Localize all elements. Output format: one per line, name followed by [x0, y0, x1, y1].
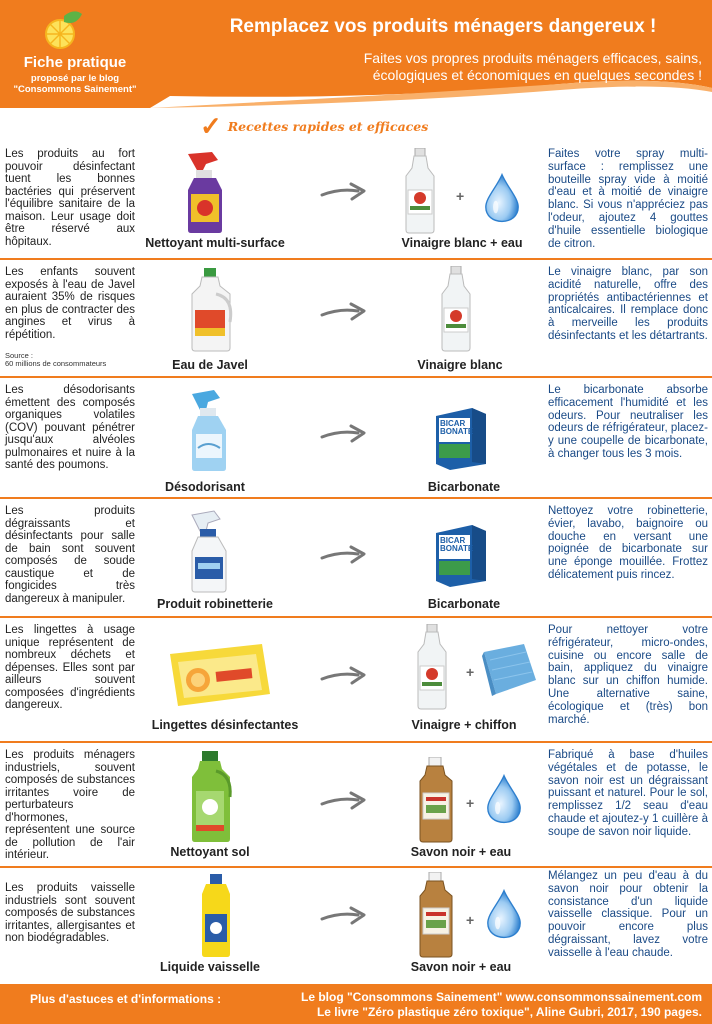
source-note-line-2: 60 millions de consommateurs	[5, 359, 107, 368]
plus-sign: +	[456, 188, 465, 204]
source-note	[5, 352, 106, 368]
bicarbonate-box-text	[440, 420, 473, 436]
alternative-label: Vinaigre + chiffon	[411, 718, 517, 732]
fiche-subtitle-line-1: proposé par le blog	[30, 73, 120, 84]
product-label: Produit robinetterie	[157, 597, 273, 611]
alternative-label: Bicarbonate	[427, 480, 501, 494]
product-label: Eau de Javel	[172, 358, 248, 372]
black-soap-bottle-icon	[414, 757, 458, 843]
footer-blog-link[interactable]: Le blog "Consommons Sainement" www.consommonssainement.com	[301, 990, 702, 1004]
row-left-text: Les désodorisants émettent des composés organiques volatiles (COV) pouvant pénétrer jusqu'aux alvéoles pulmonaires et nuire à la santé des poumons.	[5, 384, 135, 471]
row-right-text: Mélangez un peu d'eau à du savon noir pour obtenir la consistance d'un liquide vaisselle classique. Pour un pouvoir encore plus dégraissant, lavez votre vaisselle à l'eau chaude.	[548, 870, 708, 959]
fiche-subtitle-line-2: "Consommons Sainement"	[13, 84, 137, 95]
source-note-line-1: Source :	[5, 351, 33, 360]
wipes-pack-icon	[164, 642, 274, 713]
alternative-label: Vinaigre blanc	[417, 358, 503, 372]
plus-sign: +	[466, 664, 475, 680]
spray-bottle-icon	[182, 150, 230, 239]
cloth-icon	[480, 642, 538, 701]
arrow-icon	[318, 543, 368, 567]
row-left-text: Les produits au fort pouvoir désinfectant tuent les bonnes bactéries qui préservent l'équilibre sanitaire de la maison. Leur usage doit être réservé aux hôpitaux.	[5, 148, 135, 248]
bicarbonate-box-text-line-1: BICAR	[440, 536, 466, 545]
footer-book-info: Le livre "Zéro plastique zéro toxique", Aline Gubri, 2017, 190 pages.	[316, 1005, 702, 1019]
air-freshener-spray-icon	[186, 386, 236, 477]
page-subtitle	[250, 50, 702, 84]
alternative-label: Savon noir + eau	[410, 960, 512, 974]
row-left-text: Les enfants souvent exposés à l'eau de Javel auraient 35% de risques en plus de contracter des angines et virus à répétition.	[5, 266, 135, 341]
page-subtitle-line-1: Faites vos propres produits ménagers efficaces, sains,	[363, 50, 702, 66]
row-right-text: Le vinaigre blanc, par son acidité naturelle, offre des propriétés antibactériennes et anticalcaires. Il remplace donc à merveille les produits désinfectants et les détartrants.	[548, 266, 708, 342]
bicarbonate-box-text	[440, 537, 473, 553]
fiche-subtitle	[0, 73, 150, 95]
recipe-tag	[200, 112, 428, 140]
recipe-tag-label: Recettes rapides et efficaces	[227, 118, 429, 134]
floor-cleaner-bottle-icon	[186, 751, 236, 848]
bicarbonate-box-text-line-2: BONATE	[440, 544, 474, 553]
alternative-label: Vinaigre blanc + eau	[401, 236, 523, 250]
page-subtitle-line-2: écologiques et économiques en quelques secondes !	[372, 67, 702, 83]
arrow-icon	[318, 180, 368, 204]
product-label: Désodorisant	[165, 480, 245, 494]
product-label: Liquide vaisselle	[159, 960, 261, 974]
water-drop-icon	[486, 773, 522, 825]
row-robinetterie	[0, 499, 712, 615]
row-right-text: Fabriqué à base d'huiles végétales et de potasse, le savon noir est un dégraissant puissant et naturel. Pour le sol, remplissez 1/2 seau d'eau chaude et ajoutez-y 1 cuillère à soupe de savon noir liquide.	[548, 749, 708, 838]
vinegar-bottle-icon	[400, 148, 440, 234]
arrow-icon	[318, 300, 368, 324]
bleach-bottle-icon	[186, 268, 236, 357]
bicarbonate-box-icon	[432, 517, 488, 592]
plus-sign: +	[466, 795, 475, 811]
product-label: Nettoyant multi-surface	[145, 236, 285, 250]
row-lingettes	[0, 618, 712, 740]
row-nettoyant-sol	[0, 743, 712, 865]
lemon-leaf-logo	[40, 10, 84, 50]
row-right-text: Pour nettoyer votre réfrigérateur, micro-ondes, cuisine ou encore salle de bain, appliquez du vinaigre blanc sur un chiffon humide. Une alternative saine, écologique et (très) bon marché.	[548, 624, 708, 726]
row-desodorisant	[0, 378, 712, 496]
row-right-text: Nettoyez votre robinetterie, évier, lavabo, baignoire ou douche en versant une poignée de bicarbonate sur une éponge mouillée. Frottez délicatement puis rincez.	[548, 505, 708, 581]
product-label: Nettoyant sol	[170, 845, 250, 859]
dish-soap-bottle-icon	[194, 874, 238, 963]
row-left-text: Les produits ménagers industriels, souvent composés de substances irritantes voire de perturbateurs d'hormones, représentent une source de pollution de l'air intérieur.	[5, 749, 135, 861]
footer	[0, 984, 712, 1024]
page-title: Remplacez vos produits ménagers dangereux !	[229, 16, 657, 37]
row-right-text: Le bicarbonate absorbe efficacement l'humidité et les odeurs. Pour neutraliser les odeurs de réfrigérateur, placez-y une coupelle de bicarbonate, à changer tous les 3 mois.	[548, 384, 708, 460]
vinegar-bottle-icon	[412, 624, 452, 710]
row-multi-surface	[0, 142, 712, 257]
arrow-icon	[318, 422, 368, 446]
row-right-text: Faites votre spray multi-surface : remplissez une bouteille spray vide à moitié d'eau et à moitié de vinaigre blanc. Si vous n'appréciez pas l'odeur, ajoutez 4 gouttes d'huile essentielle biologique de citron.	[548, 148, 708, 250]
water-drop-icon	[486, 888, 522, 940]
footer-left: Plus d'astuces et d'informations :	[30, 992, 222, 1006]
bathroom-spray-icon	[186, 507, 236, 598]
bicarbonate-box-icon	[432, 400, 488, 475]
arrow-icon	[318, 664, 368, 688]
alternative-label: Savon noir + eau	[410, 845, 512, 859]
bicarbonate-box-text-line-1: BICAR	[440, 419, 466, 428]
checkmark-icon: ✓	[200, 111, 222, 141]
arrow-icon	[318, 789, 368, 813]
row-left-text: Les produits vaisselle industriels sont souvent composés de substances irritantes, allergisantes et non biodégradables.	[5, 882, 135, 944]
row-liquide-vaisselle	[0, 868, 712, 980]
row-left-text: Les lingettes à usage unique représentent de nombreux déchets et dépenses. Elles sont par ailleurs souvent composées d'ingrédients dangereux.	[5, 624, 135, 711]
row-javel	[0, 260, 712, 375]
fiche-title: Fiche pratique	[23, 54, 127, 71]
vinegar-bottle-icon	[436, 266, 476, 352]
alternative-label: Bicarbonate	[427, 597, 501, 611]
bicarbonate-box-text-line-2: BONATE	[440, 427, 474, 436]
water-drop-icon	[484, 172, 520, 224]
black-soap-bottle-icon	[414, 872, 458, 958]
row-left-text: Les produits dégraissants et désinfectants pour salle de bain sont souvent composés de soude caustique et de fongicides très dangereux à manipuler.	[5, 505, 135, 605]
product-label: Lingettes désinfectantes	[151, 718, 299, 732]
arrow-icon	[318, 904, 368, 928]
plus-sign: +	[466, 912, 475, 928]
